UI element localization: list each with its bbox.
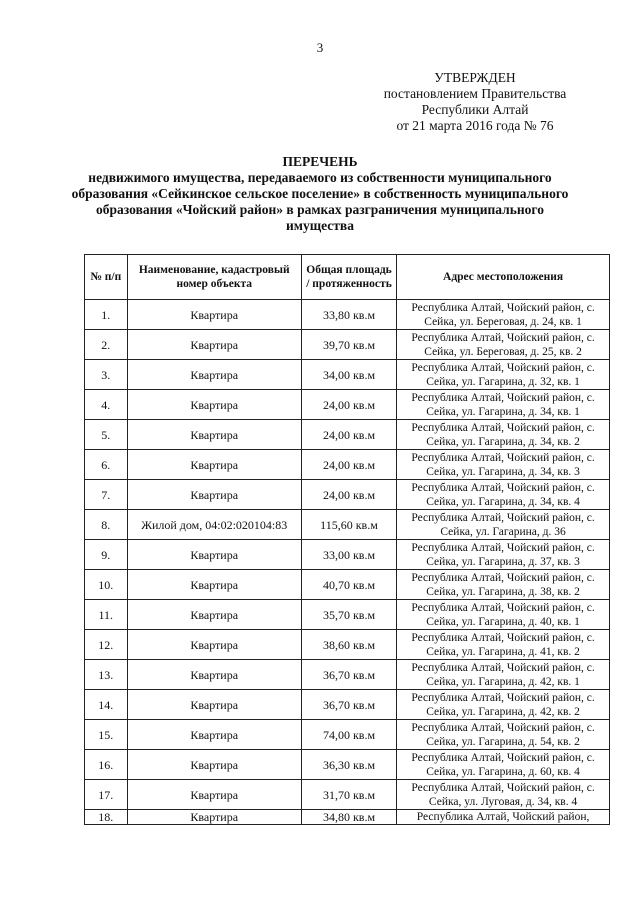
table-row bbox=[85, 450, 610, 480]
table-row bbox=[85, 810, 610, 825]
approval-line-1: УТВЕРЖДЕН bbox=[434, 70, 516, 85]
table-header-row bbox=[85, 255, 610, 300]
object-address: Республика Алтай, Чойский район, с. Сейка, ул. Гагарина, д. 42, кв. 2 bbox=[397, 690, 610, 720]
object-address: Республика Алтай, Чойский район, с. Сейка, ул. Гагарина, д. 42, кв. 1 bbox=[397, 660, 610, 690]
property-table bbox=[84, 254, 610, 825]
approval-stamp bbox=[360, 70, 590, 134]
object-name: Квартира bbox=[127, 720, 301, 750]
object-name: Квартира bbox=[127, 660, 301, 690]
row-number: 4. bbox=[85, 390, 128, 420]
object-name: Квартира bbox=[127, 480, 301, 510]
approval-line-2: постановлением Правительства bbox=[383, 86, 567, 101]
object-name: Квартира bbox=[127, 750, 301, 780]
page-number: 3 bbox=[316, 40, 324, 55]
row-number: 15. bbox=[85, 720, 128, 750]
object-name: Квартира bbox=[127, 810, 301, 825]
object-area: 24,00 кв.м bbox=[301, 420, 396, 450]
object-address: Республика Алтай, Чойский район, с. Сейка, ул. Гагарина, д. 34, кв. 4 bbox=[397, 480, 610, 510]
object-address: Республика Алтай, Чойский район, с. Сейка, ул. Гагарина, д. 40, кв. 1 bbox=[397, 600, 610, 630]
object-area: 40,70 кв.м bbox=[301, 570, 396, 600]
row-number: 9. bbox=[85, 540, 128, 570]
table-row bbox=[85, 690, 610, 720]
table-row bbox=[85, 750, 610, 780]
object-name: Квартира bbox=[127, 600, 301, 630]
object-name: Квартира bbox=[127, 780, 301, 810]
row-number: 1. bbox=[85, 300, 128, 330]
object-area: 36,70 кв.м bbox=[301, 660, 396, 690]
object-area: 35,70 кв.м bbox=[301, 600, 396, 630]
object-area: 39,70 кв.м bbox=[301, 330, 396, 360]
object-name: Квартира bbox=[127, 690, 301, 720]
header-name: Наименование, кадастровый номер объекта bbox=[127, 255, 301, 300]
table-row bbox=[85, 540, 610, 570]
object-area: 36,70 кв.м bbox=[301, 690, 396, 720]
row-number: 16. bbox=[85, 750, 128, 780]
object-name: Квартира bbox=[127, 630, 301, 660]
object-address: Республика Алтай, Чойский район, bbox=[397, 810, 610, 825]
object-address: Республика Алтай, Чойский район, с. Сейка, ул. Луговая, д. 34, кв. 4 bbox=[397, 780, 610, 810]
row-number: 14. bbox=[85, 690, 128, 720]
table-row bbox=[85, 600, 610, 630]
object-area: 24,00 кв.м bbox=[301, 450, 396, 480]
object-address: Республика Алтай, Чойский район, с. Сейка, ул. Гагарина, д. 60, кв. 4 bbox=[397, 750, 610, 780]
row-number: 13. bbox=[85, 660, 128, 690]
table-row bbox=[85, 390, 610, 420]
approval-line-3: Республики Алтай bbox=[421, 102, 529, 117]
row-number: 6. bbox=[85, 450, 128, 480]
row-number: 10. bbox=[85, 570, 128, 600]
object-name: Жилой дом, 04:02:020104:83 bbox=[127, 510, 301, 540]
table-row bbox=[85, 360, 610, 390]
header-address: Адрес местоположения bbox=[397, 255, 610, 300]
object-address: Республика Алтай, Чойский район, с. Сейка, ул. Гагарина, д. 32, кв. 1 bbox=[397, 360, 610, 390]
table-row bbox=[85, 780, 610, 810]
table-row bbox=[85, 480, 610, 510]
table-row bbox=[85, 630, 610, 660]
row-number: 7. bbox=[85, 480, 128, 510]
object-area: 34,00 кв.м bbox=[301, 360, 396, 390]
object-area: 24,00 кв.м bbox=[301, 480, 396, 510]
row-number: 8. bbox=[85, 510, 128, 540]
object-area: 38,60 кв.м bbox=[301, 630, 396, 660]
table-row bbox=[85, 510, 610, 540]
row-number: 5. bbox=[85, 420, 128, 450]
object-address: Республика Алтай, Чойский район, с. Сейка, ул. Гагарина, д. 34, кв. 1 bbox=[397, 390, 610, 420]
object-address: Республика Алтай, Чойский район, с. Сейка, ул. Гагарина, д. 41, кв. 2 bbox=[397, 630, 610, 660]
object-name: Квартира bbox=[127, 570, 301, 600]
table-row bbox=[85, 300, 610, 330]
object-area: 34,80 кв.м bbox=[301, 810, 396, 825]
table-row bbox=[85, 330, 610, 360]
row-number: 3. bbox=[85, 360, 128, 390]
row-number: 17. bbox=[85, 780, 128, 810]
object-area: 33,00 кв.м bbox=[301, 540, 396, 570]
object-address: Республика Алтай, Чойский район, с. Сейка, ул. Гагарина, д. 54, кв. 2 bbox=[397, 720, 610, 750]
header-area: Общая площадь / протяженность bbox=[301, 255, 396, 300]
object-name: Квартира bbox=[127, 330, 301, 360]
table-row bbox=[85, 420, 610, 450]
header-number: № п/п bbox=[85, 255, 128, 300]
approval-line-4: от 21 марта 2016 года № 76 bbox=[396, 118, 554, 133]
row-number: 18. bbox=[85, 810, 128, 825]
document-title bbox=[70, 154, 570, 234]
object-address: Республика Алтай, Чойский район, с. Сейка, ул. Гагарина, д. 37, кв. 3 bbox=[397, 540, 610, 570]
object-area: 115,60 кв.м bbox=[301, 510, 396, 540]
object-name: Квартира bbox=[127, 390, 301, 420]
object-address: Республика Алтай, Чойский район, с. Сейка, ул. Береговая, д. 24, кв. 1 bbox=[397, 300, 610, 330]
object-address: Республика Алтай, Чойский район, с. Сейка, ул. Гагарина, д. 34, кв. 2 bbox=[397, 420, 610, 450]
object-address: Республика Алтай, Чойский район, с. Сейка, ул. Гагарина, д. 38, кв. 2 bbox=[397, 570, 610, 600]
table-row bbox=[85, 660, 610, 690]
object-name: Квартира bbox=[127, 420, 301, 450]
title-heading: ПЕРЕЧЕНЬ bbox=[282, 154, 358, 169]
title-subtitle: недвижимого имущества, передаваемого из собственности муниципального образования «Сейкинское сельское поселение» в собственность муниципального образования «Чойский район» в рамках разграничения муниципального имущества bbox=[71, 170, 569, 233]
object-name: Квартира bbox=[127, 540, 301, 570]
object-address: Республика Алтай, Чойский район, с. Сейка, ул. Гагарина, д. 36 bbox=[397, 510, 610, 540]
object-name: Квартира bbox=[127, 360, 301, 390]
object-area: 33,80 кв.м bbox=[301, 300, 396, 330]
object-name: Квартира bbox=[127, 450, 301, 480]
row-number: 11. bbox=[85, 600, 128, 630]
object-name: Квартира bbox=[127, 300, 301, 330]
object-address: Республика Алтай, Чойский район, с. Сейка, ул. Гагарина, д. 34, кв. 3 bbox=[397, 450, 610, 480]
table-row bbox=[85, 570, 610, 600]
object-area: 31,70 кв.м bbox=[301, 780, 396, 810]
object-address: Республика Алтай, Чойский район, с. Сейка, ул. Береговая, д. 25, кв. 2 bbox=[397, 330, 610, 360]
object-area: 74,00 кв.м bbox=[301, 720, 396, 750]
object-area: 36,30 кв.м bbox=[301, 750, 396, 780]
object-area: 24,00 кв.м bbox=[301, 390, 396, 420]
table-row bbox=[85, 720, 610, 750]
row-number: 12. bbox=[85, 630, 128, 660]
row-number: 2. bbox=[85, 330, 128, 360]
